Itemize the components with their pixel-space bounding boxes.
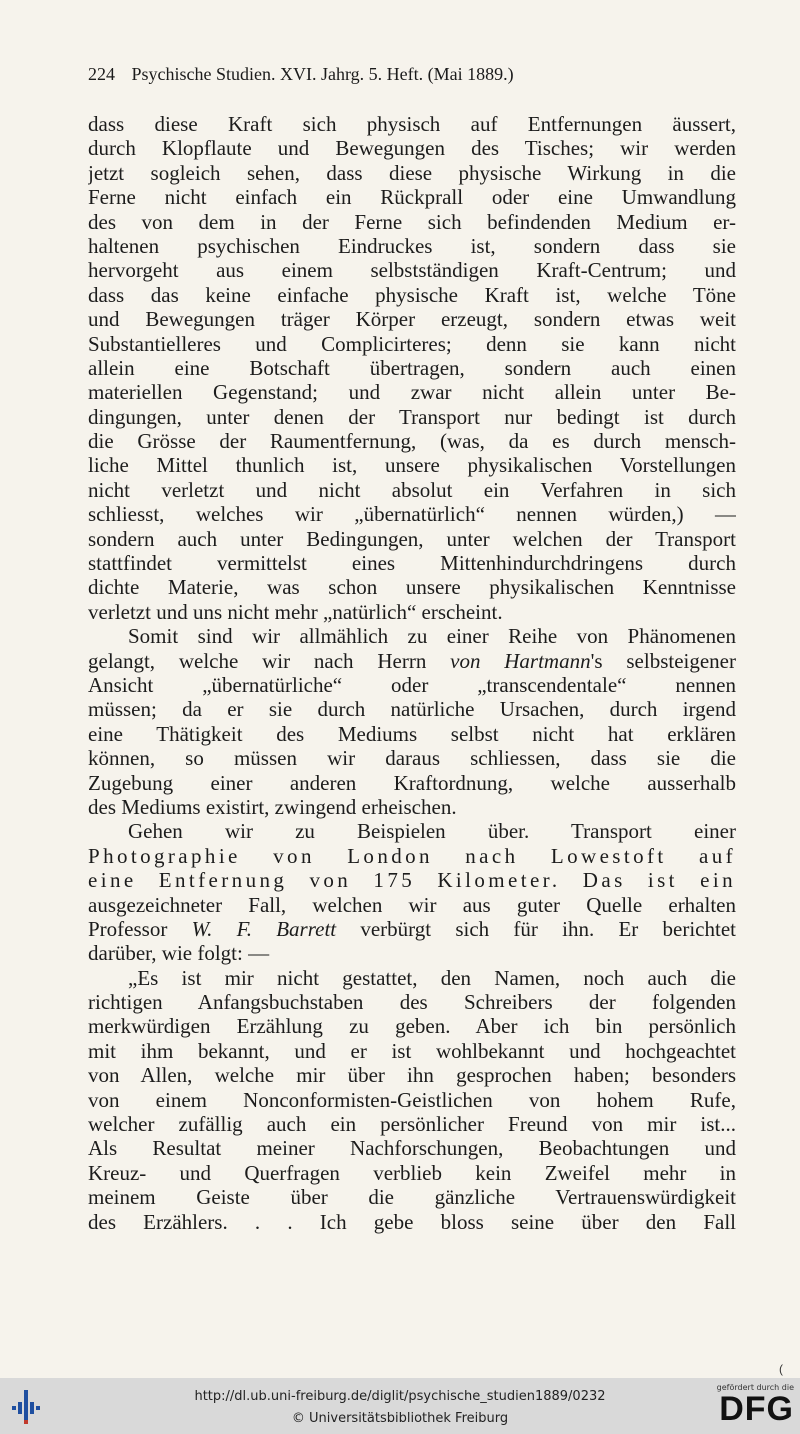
page-header: [88, 64, 734, 85]
text-line: sondern auch unter Bedingungen, unter welchen der Transport: [88, 526, 736, 551]
text-line: meinem Geiste über die gänzliche Vertrauenswürdigkeit: [88, 1185, 736, 1210]
text-line: gelangt, welche wir nach Herrn von Hartmann's selbsteigener: [88, 648, 736, 673]
body-text: [88, 112, 736, 1234]
text-line: von Allen, welche mir über ihn gesprochen haben; besonders: [88, 1063, 736, 1088]
text-line: Ferne nicht einfach ein Rückprall oder eine Umwandlung: [88, 185, 736, 210]
text-line: liche Mittel thunlich ist, unsere physikalischen Vorstellungen: [88, 453, 736, 478]
text-line: Photographie von London nach Lowestoft auf: [88, 843, 736, 868]
text-line: materiellen Gegenstand; und zwar nicht allein unter Be-: [88, 380, 736, 405]
text-line: dichte Materie, was schon unsere physikalischen Kenntnisse: [88, 575, 736, 600]
dfg-tagline: gefördert durch die: [716, 1383, 794, 1392]
text-line: „Es ist mir nicht gestattet, den Namen, noch auch die: [128, 965, 736, 990]
text-line: Professor W. F. Barrett verbürgt sich für ihn. Er berichtet: [88, 916, 736, 941]
text-line: hervorgeht aus einem selbstständigen Kraft-Centrum; und: [88, 258, 736, 283]
text-line: müssen; da er sie durch natürliche Ursachen, durch irgend: [88, 697, 736, 722]
dfg-logo: [706, 1383, 794, 1431]
text-line: dingungen, unter denen der Transport nur bedingt ist durch: [88, 404, 736, 429]
text-line: des von dem in der Ferne sich befindenden Medium er-: [88, 209, 736, 234]
text-line: merkwürdigen Erzählung zu geben. Aber ich bin persönlich: [88, 1014, 736, 1039]
text-line: Substantielleres und Complicirteres; denn sie kann nicht: [88, 331, 736, 356]
copyright-text: © Universitätsbibliothek Freiburg: [291, 1411, 509, 1426]
italic-name: W. F. Barrett: [191, 916, 337, 941]
text-line: jetzt sogleich sehen, dass diese physische Wirkung in die: [88, 160, 736, 185]
text-line: können, so müssen wir daraus schliessen, dass sie die: [88, 746, 736, 771]
text-line: die Grösse der Raumentfernung, (was, da es durch mensch-: [88, 429, 736, 454]
italic-name: von Hartmann: [450, 648, 591, 673]
text-line: nicht verletzt und nicht absolut ein Verfahren in sich: [88, 477, 736, 502]
source-url-link[interactable]: http://dl.ub.uni-freiburg.de/diglit/psychische_studien1889/0232: [194, 1389, 606, 1404]
text-line: Kreuz- und Querfragen verblieb kein Zweifel mehr in: [88, 1160, 736, 1185]
text-line: Gehen wir zu Beispielen über. Transport einer: [128, 819, 736, 844]
text-line: dass das keine einfache physische Kraft ist, welche Töne: [88, 282, 736, 307]
text-line: verletzt und uns nicht mehr „natürlich“ erscheint.: [88, 599, 503, 624]
text-line: welcher zufällig auch ein persönlicher Freund von mir ist...: [88, 1112, 736, 1137]
text-line: mit ihm bekannt, und er ist wohlbekannt und hochgeachtet: [88, 1038, 736, 1063]
text-line: Als Resultat meiner Nachforschungen, Beobachtungen und: [88, 1136, 736, 1161]
text-line: eine Entfernung von 175 Kilometer. Das ist ein: [88, 868, 736, 893]
text-line: darüber, wie folgt: —: [88, 941, 270, 966]
text-line: haltenen psychischen Eindruckes ist, sondern dass sie: [88, 233, 736, 258]
text-line: allein eine Botschaft übertragen, sondern auch einen: [88, 355, 736, 380]
text-line: ausgezeichneter Fall, welchen wir aus guter Quelle erhalten: [88, 892, 736, 917]
text-line: des Erzählers. . . Ich gebe bloss seine über den Fall: [88, 1209, 736, 1234]
running-title: Psychische Studien. XVI. Jahrg. 5. Heft. (Mai 1889.): [131, 64, 514, 84]
text-line: durch Klopflaute und Bewegungen des Tisches; wir werden: [88, 136, 736, 161]
viewer-footer: [0, 1378, 800, 1434]
text-line: Ansicht „übernatürliche“ oder „transcendentale“ nennen: [88, 672, 736, 697]
page-number: 224: [88, 64, 115, 84]
text-line: eine Thätigkeit des Mediums selbst nicht hat erklären: [88, 721, 736, 746]
text-line: Somit sind wir allmählich zu einer Reihe von Phänomenen: [128, 624, 736, 649]
text-line: dass diese Kraft sich physisch auf Entfernungen äussert,: [88, 112, 736, 136]
text-line: schliesst, welches wir „übernatürlich“ nennen würden,) —: [88, 502, 736, 527]
text-line: Zugebung einer anderen Kraftordnung, welche ausserhalb: [88, 770, 736, 795]
dfg-wordmark: DFG: [719, 1390, 794, 1428]
corner-mark: (: [779, 1362, 783, 1376]
text-line: von einem Nonconformisten-Geistlichen von hohem Rufe,: [88, 1087, 736, 1112]
text-line: des Mediums existirt, zwingend erheischen.: [88, 794, 457, 819]
text-line: und Bewegungen träger Körper erzeugt, sondern etwas weit: [88, 307, 736, 332]
text-line: stattfindet vermittelst eines Mittenhindurchdringens durch: [88, 551, 736, 576]
text-line: richtigen Anfangsbuchstaben des Schreibers der folgenden: [88, 990, 736, 1015]
